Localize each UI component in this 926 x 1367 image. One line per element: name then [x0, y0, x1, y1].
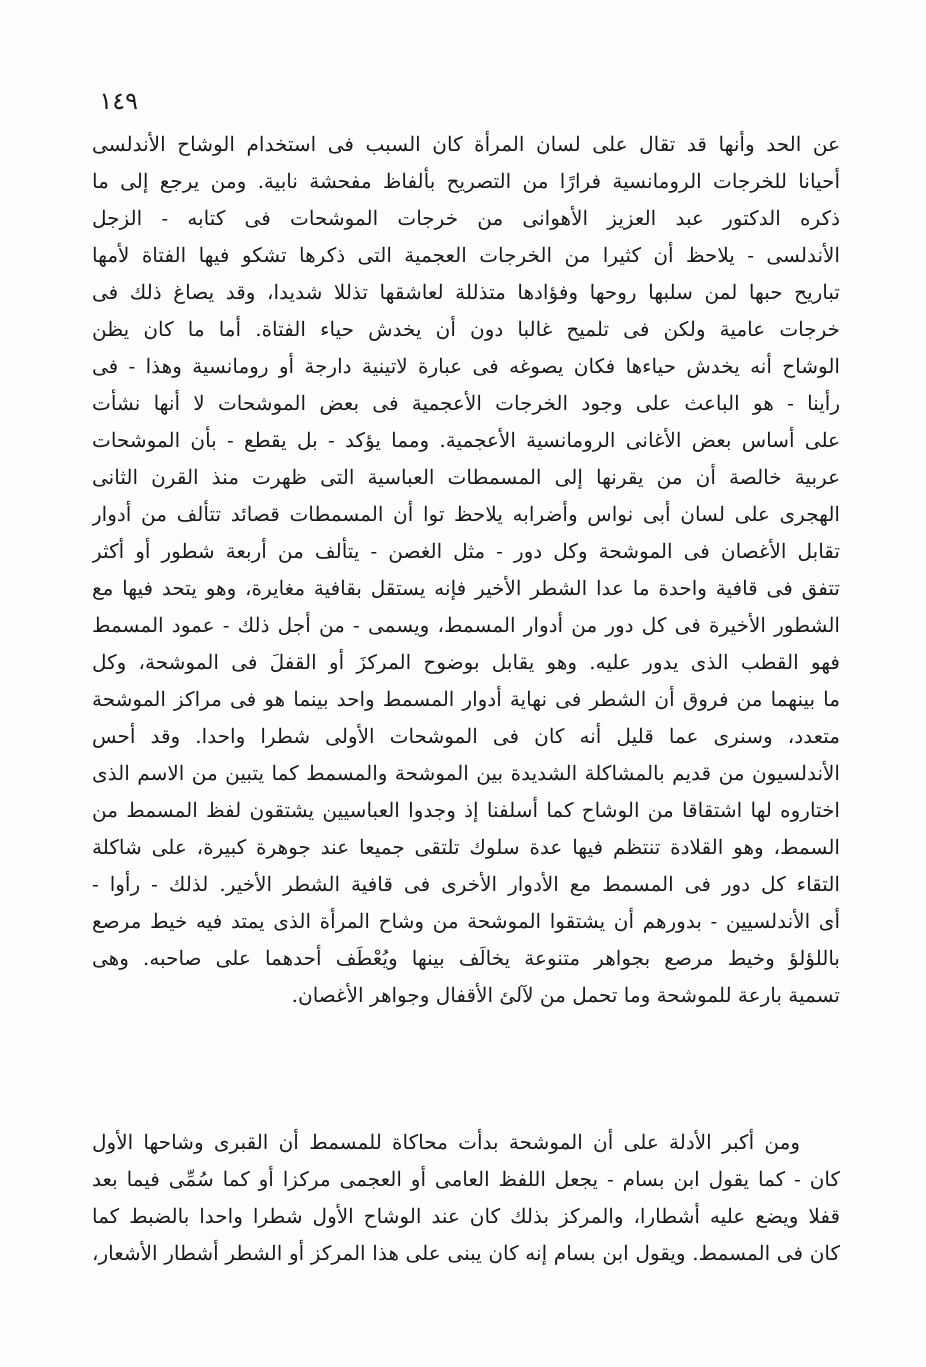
text-line: اختاروه لها اشتقاقا من الوشاح كما أسلفنا إذ وجدوا العباسيين يشتقون لفظ المسمط من: [92, 798, 840, 822]
paragraph-2: [92, 1124, 840, 1272]
text-line: قفلا ويضع عليه أشطارا، والمركز بذلك كان عند الوشاح الأول شطرا واحدا بالضبط كما: [92, 1204, 840, 1228]
text-line: عربية خالصة أن من يقرنها إلى المسمطات العباسية التى ظهرت منذ القرن الثانى: [92, 465, 840, 489]
text-line: فهو القطب الذى يدور عليه. وهو يقابل بوضوح المركزَ أو القفلَ فى الموشحة، وكل: [92, 650, 840, 674]
text-line: على أساس بعض الأغانى الرومانسية الأعجمية. ومما يؤكد - بل يقطع - بأن الموشحات: [92, 428, 840, 452]
text-line: التقاء كل دور فى المسمط مع الأدوار الأخرى فى قافية الشطر الأخير. لذلك - رأوا -: [92, 872, 840, 896]
text-line: ومن أكبر الأدلة على أن الموشحة بدأت محاكاة للمسمط أن القبرى وشاحها الأول: [92, 1130, 800, 1154]
text-line: خرجات عامية ولكن فى تلميح غالبا دون أن يخدش حياء الفتاة. أما ما كان يظن: [92, 317, 840, 341]
paragraph-1: [92, 126, 840, 1014]
text-line: تسمية بارعة للموشحة وما تحمل من لآلئ الأقفال وجواهر الأغصان.: [291, 983, 840, 1007]
text-line: السمط، وهو القلادة تنتظم فيها عدة سلوك تلتقى جميعا عند جوهرة كبيرة، على شاكلة: [92, 835, 840, 859]
text-line: أحيانا للخرجات الرومانسية فرارًا من التصريح بألفاظ مفحشة نابية. ومن يرجع إلى ما: [92, 169, 840, 193]
text-line: تتفق فى قافية واحدة ما عدا الشطر الأخير فإنه يستقل بقافية مغايرة، وهو يتحد فيها مع: [92, 576, 840, 600]
text-line: باللؤلؤ وخيط مرصع بجواهر متنوعة يخالَف بينها ويُعْطَف أحدهما على صاحبه. وهى: [92, 946, 840, 970]
text-line: رأينا - هو الباعث على وجود الخرجات الأعجمية فى بعض الموشحات لا أنها نشأت: [92, 391, 840, 415]
text-line: ذكره الدكتور عبد العزيز الأهوانى من خرجات الموشحات فى كتابه - الزجل: [92, 206, 840, 230]
page-number: ١٤٩: [99, 87, 138, 115]
text-line: ما بينهما من فروق أن الشطر فى نهاية أدوار المسمط واحد بينما هو فى مراكز الموشحة: [92, 687, 840, 711]
text-line: الأندلسى - يلاحظ أن كثيرا من الخرجات العجمية التى ذكرها تشكو فيها الفتاة لأمها: [92, 243, 840, 267]
text-line: الهجرى على لسان أبى نواس وأضرابه يلاحظ توا أن المسمطات قصائد تتألف من أدوار: [92, 502, 840, 526]
text-line: تباريح حبها لمن سلبها روحها وفؤادها متذللة لعاشقها تذللا شديدا، وقد يصاغ ذلك فى: [92, 280, 840, 304]
text-line: كان - كما يقول ابن بسام - يجعل اللفظ العامى أو العجمى مركزا أو كما سُمِّى فيما بعد: [92, 1167, 840, 1191]
text-line: متعدد، وسنرى عما قليل أنه كان فى الموشحات الأولى شطرا واحدا. وقد أحس: [92, 724, 840, 748]
text-line: عن الحد وأنها قد تقال على لسان المرأة كان السبب فى استخدام الوشاح الأندلسى: [92, 132, 840, 156]
text-line: الشطور الأخيرة فى كل دور من أدوار المسمط، ويسمى - من أجل ذلك - عمود المسمط: [92, 613, 840, 637]
text-line: أى الأندلسيين - بدورهم أن يشتقوا الموشحة من وشاح المرأة الذى يمتد فيه خيط مرصع: [92, 909, 840, 933]
text-line: كان فى المسمط. ويقول ابن بسام إنه كان يبنى على هذا المركز أو الشطر أشطار الأشعار،: [92, 1241, 840, 1265]
text-line: تقابل الأغصان فى الموشحة وكل دور - مثل الغصن - يتألف من أربعة شطور أو أكثر: [92, 539, 840, 563]
text-line: الأندلسيون من قديم بالمشاكلة الشديدة بين الموشحة والمسمط كما يتبين من الاسم الذى: [92, 761, 840, 785]
text-line: الوشاح أنه يخدش حياءها فكان يصوغه فى عبارة لاتينية دارجة أو رومانسية وهذا - فى: [92, 354, 840, 378]
